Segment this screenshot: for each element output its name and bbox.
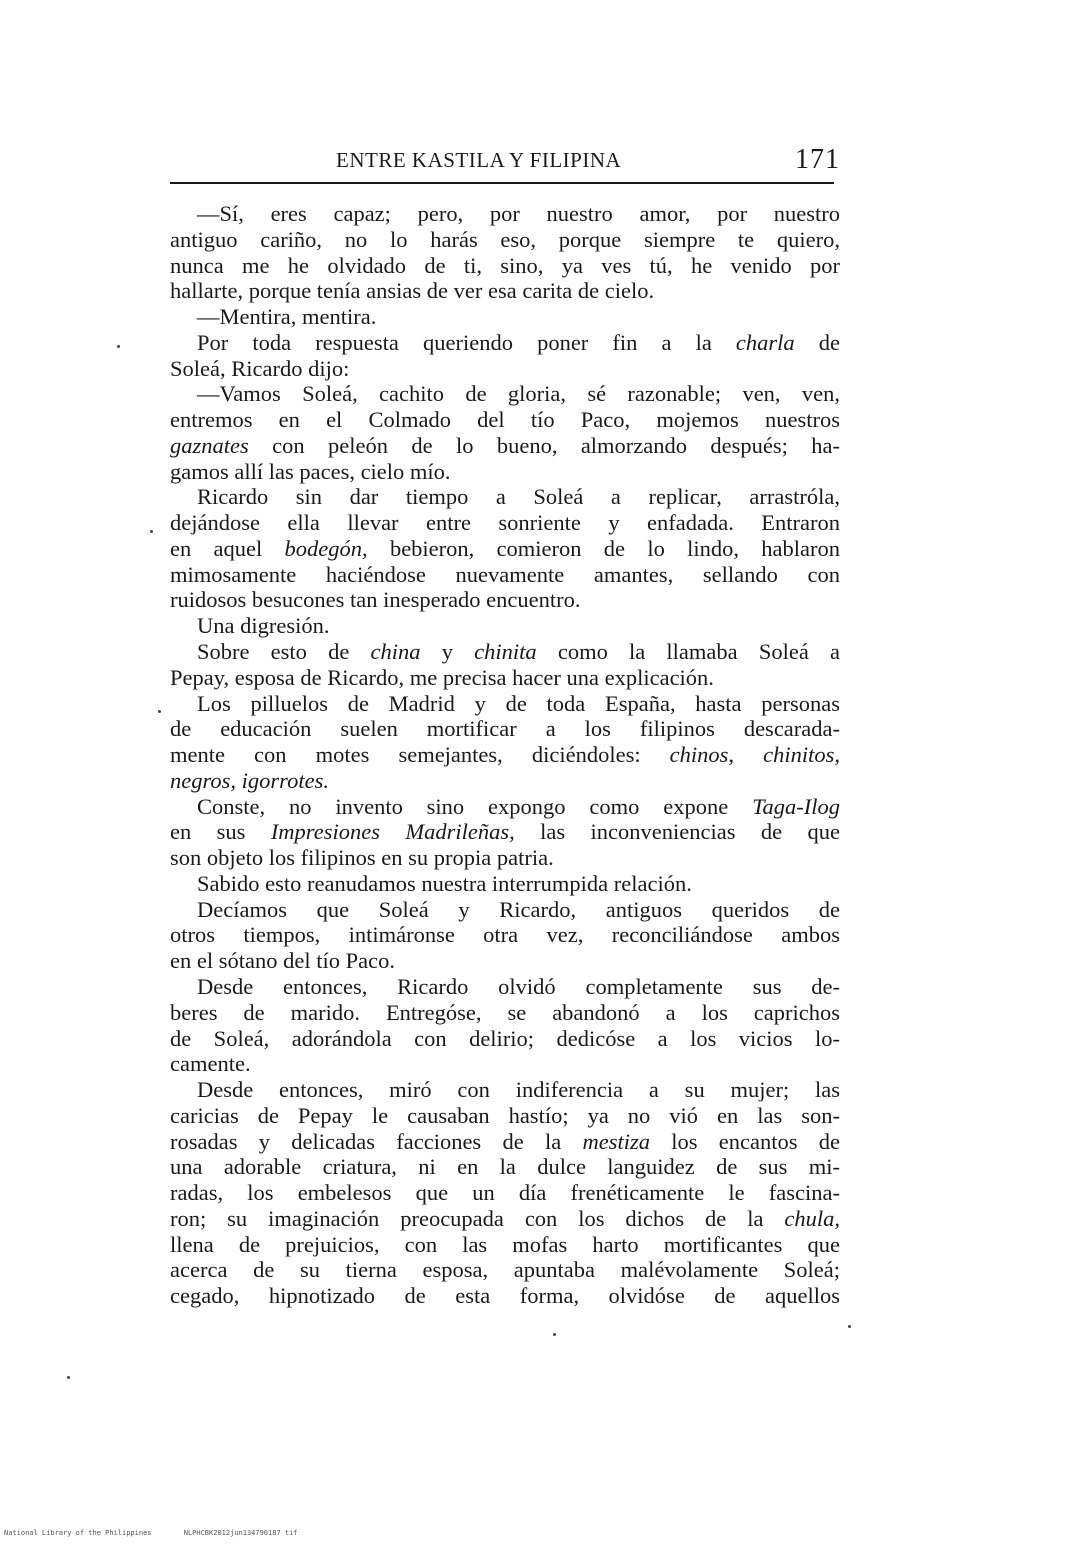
text-segment: mimosamente haciéndose nuevamente amantes, sellando con — [170, 561, 840, 587]
text-line — [170, 1026, 840, 1052]
text-line — [170, 691, 840, 717]
text-line — [170, 613, 840, 639]
text-line — [170, 819, 840, 845]
text-segment: hallarte, porque tenía ansias de ver esa carita de cielo. — [170, 278, 655, 304]
text-segment: otros tiempos, intimáronse otra vez, reconciliándose ambos — [170, 922, 840, 948]
text-segment: Sobre esto de — [197, 639, 371, 665]
italic-text: gaznates — [170, 432, 249, 458]
text-line — [170, 1077, 840, 1103]
text-line — [170, 845, 840, 871]
scan-speck — [848, 1325, 851, 1328]
text-segment: radas, los embelesos que un día frenéticamente le fascina- — [170, 1180, 840, 1206]
scan-footer — [4, 1529, 326, 1537]
text-line — [170, 1051, 840, 1077]
text-segment: Ricardo sin dar tiempo a Soleá a replicar, arrastróla, — [197, 484, 840, 510]
text-line — [170, 484, 840, 510]
italic-text: china — [370, 639, 421, 665]
text-segment: una adorable criatura, ni en la dulce languidez de sus mi- — [170, 1154, 840, 1180]
text-segment: antiguo cariño, no lo harás eso, porque siempre te quiero, — [170, 226, 840, 252]
text-segment: gamos allí las paces, cielo mío. — [170, 458, 451, 484]
footer-library: National Library of the Philippines — [4, 1529, 152, 1537]
text-line — [170, 897, 840, 923]
scan-speck — [67, 1376, 70, 1379]
italic-text: chula, — [784, 1205, 840, 1231]
italic-text: chinos, chinitos, — [669, 742, 840, 768]
italic-text: Impresiones Madrileñas, — [270, 819, 515, 845]
text-line — [170, 974, 840, 1000]
text-line — [170, 562, 840, 588]
text-segment: Sabido esto reanudamos nuestra interrumpida relación. — [197, 870, 692, 896]
text-line — [170, 1154, 840, 1180]
text-line — [170, 716, 840, 742]
text-line — [170, 1232, 840, 1258]
text-segment: en el sótano del tío Paco. — [170, 948, 395, 974]
scan-speck — [150, 530, 153, 533]
text-segment: como la llamaba Soleá a — [536, 639, 840, 665]
text-line — [170, 433, 840, 459]
text-segment: en aquel — [170, 535, 285, 561]
text-line — [170, 1103, 840, 1129]
text-segment: dejándose ella llevar entre sonriente y enfadada. Entraron — [170, 510, 840, 536]
text-line — [170, 665, 840, 691]
running-head — [170, 144, 840, 180]
text-segment: en sus — [170, 819, 271, 845]
text-segment: beres de marido. Entregóse, se abandonó a los caprichos — [170, 999, 840, 1025]
text-line — [170, 768, 840, 794]
text-segment: bebieron, comieron de lo lindo, hablaron — [367, 535, 840, 561]
scan-speck — [117, 345, 120, 348]
text-line — [170, 459, 840, 485]
text-line — [170, 356, 840, 382]
page-number: 171 — [795, 144, 840, 175]
text-segment: las inconveniencias de que — [514, 819, 840, 845]
text-segment: y — [420, 639, 475, 665]
italic-text: chinita — [474, 639, 537, 665]
text-line — [170, 1129, 840, 1155]
text-line — [170, 1180, 840, 1206]
text-line — [170, 794, 840, 820]
text-segment: ron; su imaginación preocupada con los dichos de la — [170, 1205, 785, 1231]
text-line — [170, 253, 840, 279]
text-line — [170, 639, 840, 665]
text-line — [170, 1000, 840, 1026]
header-rule — [170, 182, 834, 184]
text-segment: de — [794, 329, 840, 355]
text-segment: camente. — [170, 1051, 251, 1077]
text-line — [170, 510, 840, 536]
text-line — [170, 407, 840, 433]
text-segment: Soleá, Ricardo dijo: — [170, 355, 350, 381]
text-segment: —Sí, eres capaz; pero, por nuestro amor, por nuestro — [197, 201, 840, 226]
italic-text: Taga-Ilog — [752, 793, 840, 819]
text-line — [170, 871, 840, 897]
text-line — [170, 304, 840, 330]
text-line — [170, 381, 840, 407]
text-line — [170, 536, 840, 562]
text-segment: —Vamos Soleá, cachito de gloria, sé razonable; ven, ven, — [197, 381, 840, 407]
text-segment: nunca me he olvidado de ti, sino, ya ves tú, he venido por — [170, 252, 840, 278]
text-line — [170, 1257, 840, 1283]
text-line — [170, 201, 840, 227]
text-segment: entremos en el Colmado del tío Paco, mojemos nuestros — [170, 407, 840, 433]
text-segment: Pepay, esposa de Ricardo, me precisa hacer una explicación. — [170, 664, 714, 690]
text-segment: mente con motes semejantes, diciéndoles: — [170, 742, 670, 768]
text-line — [170, 922, 840, 948]
text-line — [170, 227, 840, 253]
text-segment: ruidosos besucones tan inesperado encuentro. — [170, 587, 581, 613]
text-segment: con peleón de lo bueno, almorzando después; ha- — [248, 432, 840, 458]
text-segment: Los pilluelos de Madrid y de toda España, hasta personas — [197, 690, 840, 716]
italic-text: mestiza — [582, 1128, 650, 1154]
text-segment: rosadas y delicadas facciones de la — [170, 1128, 583, 1154]
body-text — [170, 201, 840, 1309]
scan-speck — [553, 1333, 556, 1336]
scan-speck — [158, 710, 161, 713]
text-segment: de educación suelen mortificar a los filipinos descarada- — [170, 716, 840, 742]
text-line — [170, 1283, 840, 1309]
italic-text: charla — [735, 329, 795, 355]
text-line — [170, 278, 840, 304]
text-segment: cegado, hipnotizado de esta forma, olvidóse de aquellos — [170, 1283, 840, 1309]
text-segment: Desde entonces, miró con indiferencia a su mujer; las — [197, 1077, 840, 1103]
italic-text: negros, igorrotes. — [170, 767, 329, 793]
text-line — [170, 742, 840, 768]
text-segment: los encantos de — [649, 1128, 840, 1154]
text-segment: de Soleá, adorándola con delirio; dedicóse a los vicios lo- — [170, 1025, 840, 1051]
text-segment: Decíamos que Soleá y Ricardo, antiguos queridos de — [197, 896, 840, 922]
text-line — [170, 948, 840, 974]
italic-text: bodegón, — [284, 535, 368, 561]
text-segment: llena de prejuicios, con las mofas harto mortificantes que — [170, 1231, 840, 1257]
running-title: ENTRE KASTILA Y FILIPINA — [336, 148, 622, 172]
text-segment: —Mentira, mentira. — [197, 304, 377, 330]
text-line — [170, 587, 840, 613]
text-segment: Desde entonces, Ricardo olvidó completamente sus de- — [197, 973, 840, 999]
text-segment: Una digresión. — [197, 613, 330, 639]
text-line — [170, 1206, 840, 1232]
text-line — [170, 330, 840, 356]
text-segment: acerca de su tierna esposa, apuntaba malévolamente Soleá; — [170, 1257, 840, 1283]
text-segment: Conste, no invento sino expongo como expone — [197, 793, 753, 819]
text-segment: caricias de Pepay le causaban hastío; ya no vió en las son- — [170, 1102, 840, 1128]
footer-scan-id: NLPHCBK2012jun134790187 tif — [183, 1529, 298, 1537]
text-segment: son objeto los filipinos en su propia patria. — [170, 845, 554, 871]
text-segment: Por toda respuesta queriendo poner fin a la — [197, 329, 736, 355]
